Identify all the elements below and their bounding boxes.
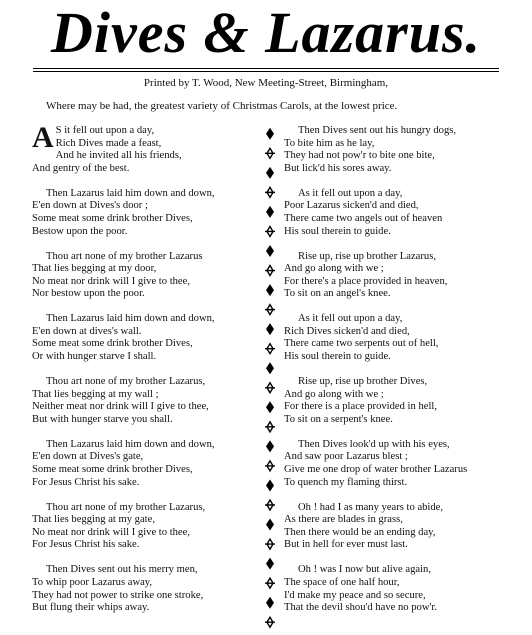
verse-line: That lies begging at my door, (32, 263, 157, 275)
divider-ornament (266, 597, 274, 609)
verse-line: But with hunger starve you shall. (32, 413, 173, 425)
stanza (284, 439, 530, 489)
stanza (284, 188, 530, 238)
divider-ornament (265, 344, 275, 354)
divider-ornament (265, 383, 275, 393)
divider-ornament (266, 245, 274, 257)
printer-imprint: Printed by T. Wood, New Meeting-Street, Birmingham, (143, 77, 389, 89)
verse-line: As it fell out upon a day, (298, 187, 403, 199)
stanza (32, 251, 264, 301)
ornamental-divider (259, 124, 281, 632)
verse-line: Then Dives look'd up with his eyes, (298, 438, 450, 450)
verse-line: And go along with we ; (284, 388, 384, 400)
verse-line: Thou art none of my brother Lazarus, (46, 501, 206, 513)
divider-ornament (265, 148, 275, 158)
divider-ornament (265, 617, 275, 627)
verse-line: E'en down at Dives's door ; (32, 200, 148, 212)
stanza (32, 502, 264, 552)
verse-line: For Jesus Christ his sake. (32, 476, 140, 488)
verse-line: For there is a place provided in hell, (284, 401, 437, 413)
verse-line: Nor bestow upon the poor. (32, 288, 145, 300)
verse-line: No meat nor drink will I give to thee, (32, 526, 190, 538)
verse-line: Neither meat nor drink will I give to thee, (32, 401, 209, 413)
divider-ornament (266, 362, 274, 374)
verse-line: There came two angels out of heaven (284, 212, 443, 224)
verse-line: Some meat some drink brother Dives, (32, 338, 193, 350)
verse-line: They had not pow'r to bite one bite, (284, 150, 435, 162)
verse-line: As there are blades in grass, (284, 514, 403, 526)
verse-line: Thou art none of my brother Lazarus, (46, 376, 206, 388)
verse-line: That lies begging at my gate, (32, 514, 155, 526)
verse-line: Oh ! had I as many years to abide, (298, 501, 444, 513)
divider-ornament (266, 558, 274, 570)
broadside-title: Dives & Lazarus. (50, 0, 482, 65)
stanza (284, 251, 530, 301)
divider-ornament (266, 519, 274, 531)
stanza (32, 188, 264, 238)
verse-line: Bestow upon the poor. (32, 225, 128, 237)
verse-line: And gentry of the best. (32, 162, 130, 174)
verse-line: But lick'd his sores away. (284, 162, 392, 174)
verse-line: S it fell out upon a day, (55, 125, 155, 136)
stanza (32, 121, 264, 175)
verse-line: There came two serpents out of hell, (284, 338, 439, 350)
verse-line: Then Lazarus laid him down and down, (46, 438, 215, 450)
verse-line: Rise up, rise up brother Dives, (298, 376, 428, 388)
verse-line: To quench my flaming thirst. (284, 476, 408, 488)
verse-line: Rich Dives made a feast, (55, 137, 162, 149)
verse-line: And he invited all his friends, (55, 150, 182, 162)
stanza (284, 313, 530, 363)
divider-ornament (265, 539, 275, 549)
divider-ornament (266, 440, 274, 452)
verse-line: His soul therein to guide. (284, 351, 391, 363)
title-rule (33, 68, 499, 69)
verse-line: Then Dives sent out his hungry dogs, (298, 125, 457, 136)
verse-line: Oh ! was I now but alive again, (298, 564, 431, 576)
verse-line: They had not power to strike one stroke, (32, 589, 204, 601)
verse-line: Some meat some drink brother Dives, (32, 212, 193, 224)
verse-line: To sit on a serpent's knee. (284, 413, 393, 425)
verse-line: Give me one drop of water brother Lazarus (284, 464, 468, 476)
divider-ornament (265, 266, 275, 276)
right-column (284, 125, 530, 627)
stanza (32, 313, 264, 363)
divider-ornament (265, 422, 275, 432)
verse-line: But flung their whips away. (32, 602, 150, 614)
divider-ornament (266, 128, 274, 140)
verse-line: That lies begging at my wall ; (32, 388, 159, 400)
verse-line: Poor Lazarus sicken'd and died, (284, 200, 419, 212)
stanza (284, 376, 530, 426)
verse-line: E'en down at Dives's gate, (32, 451, 144, 463)
drop-cap: A (32, 121, 54, 154)
stanza (284, 564, 530, 614)
verse-line: For Jesus Christ his sake. (32, 539, 140, 551)
verse-line: Some meat some drink brother Dives, (32, 464, 193, 476)
stanza (32, 439, 264, 489)
verse-line: The space of one half hour, (284, 576, 400, 588)
verse-line: No meat nor drink will I give to thee, (32, 275, 190, 287)
divider-ornament (266, 167, 274, 179)
verse-line: That the devil shou'd have no pow'r. (284, 602, 437, 614)
verse-line: But in hell for ever must last. (284, 539, 408, 551)
divider-ornament (265, 305, 275, 315)
verse-line: To whip poor Lazarus away, (32, 576, 153, 588)
verse-line: As it fell out upon a day, (298, 313, 403, 325)
title-rule-thin (33, 71, 499, 72)
verse-line: Rich Dives sicken'd and died, (284, 325, 410, 337)
divider-ornament (265, 226, 275, 236)
stanza (32, 564, 264, 614)
verse-line: Then Lazarus laid him down and down, (46, 313, 215, 325)
verse-line: I'd make my peace and so secure, (284, 589, 426, 601)
left-column (32, 121, 264, 627)
verse-line: And saw poor Lazarus blest ; (284, 451, 408, 463)
verse-line: Then there would be an ending day, (284, 526, 436, 538)
divider-ornament (265, 187, 275, 197)
verse-line: His soul therein to guide. (284, 225, 391, 237)
where-sold-line: Where may be had, the greatest variety of Christmas Carols, at the lowest price. (46, 100, 398, 112)
divider-ornament (266, 206, 274, 218)
stanza (32, 376, 264, 426)
verse-line: To sit on an angel's knee. (284, 288, 391, 300)
divider-ornament (265, 461, 275, 471)
stanza (284, 125, 530, 175)
verse-line: For there's a place provided in heaven, (284, 275, 448, 287)
verse-line: E'en down at dives's wall. (32, 325, 142, 337)
divider-ornament (266, 323, 274, 335)
divider-ornament (266, 401, 274, 413)
verse-line: To bite him as he lay, (284, 137, 375, 149)
verse-line: Thou art none of my brother Lazarus (46, 250, 203, 262)
verse-line: Rise up, rise up brother Lazarus, (298, 250, 436, 262)
divider-ornament (265, 578, 275, 588)
divider-ornament (266, 284, 274, 296)
stanza (284, 502, 530, 552)
verse-line: Then Lazarus laid him down and down, (46, 187, 215, 199)
divider-ornament (265, 500, 275, 510)
verse-line: Then Dives sent out his merry men, (46, 564, 198, 576)
verse-line: And go along with we ; (284, 263, 384, 275)
verse-line: Or with hunger starve I shall. (32, 351, 157, 363)
divider-ornament (266, 479, 274, 491)
